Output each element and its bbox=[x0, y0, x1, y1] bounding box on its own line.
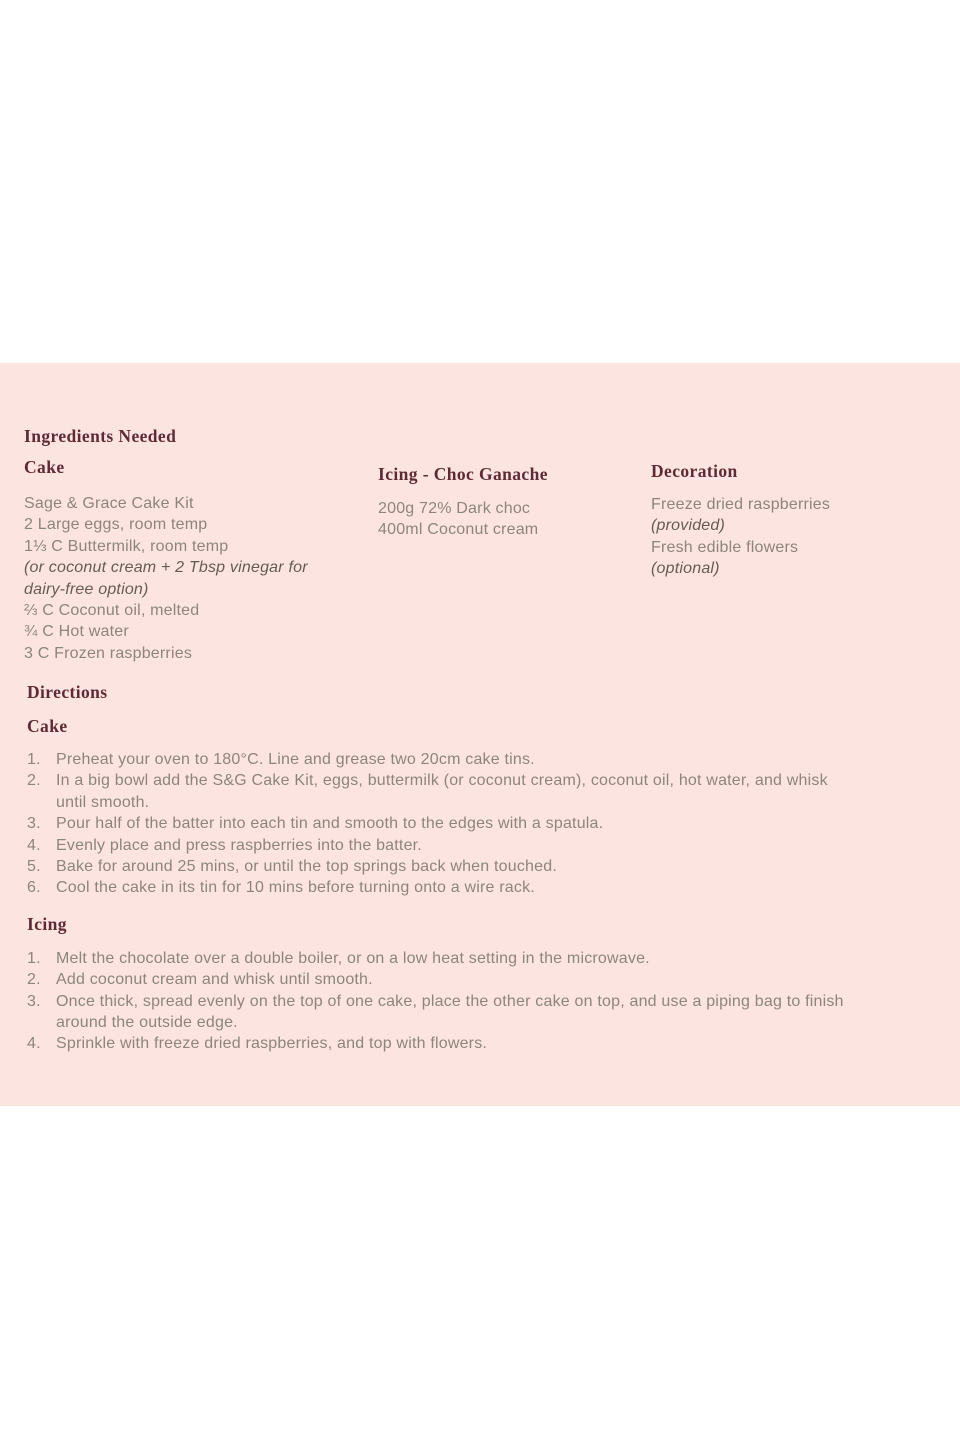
direction-step bbox=[27, 813, 939, 834]
step-number: 5. bbox=[27, 858, 41, 876]
step-number: 1. bbox=[27, 949, 41, 967]
directions-icing-steps bbox=[27, 948, 939, 1055]
ingredient-line: Fresh edible flowers bbox=[651, 538, 799, 556]
direction-step bbox=[27, 749, 939, 770]
ingredient-line: ¾ C Hot water bbox=[24, 623, 129, 641]
step-number: 2. bbox=[27, 971, 41, 989]
direction-step bbox=[27, 948, 939, 969]
step-text: Preheat your oven to 180°C. Line and grease two 20cm cake tins. bbox=[56, 751, 535, 768]
step-text: Sprinkle with freeze dried raspberries, and top with flowers. bbox=[56, 1035, 488, 1053]
step-text: Evenly place and press raspberries into the batter. bbox=[56, 836, 422, 854]
direction-step bbox=[27, 1033, 939, 1054]
ingredients-cake-heading: Cake bbox=[24, 457, 65, 477]
direction-step bbox=[27, 877, 939, 898]
step-text: Melt the chocolate over a double boiler, or on a low heat setting in the microwave. bbox=[56, 949, 650, 967]
direction-step bbox=[27, 969, 939, 990]
directions-section bbox=[27, 681, 939, 1055]
ingredients-icing-column bbox=[378, 463, 638, 541]
ingredient-line: 1⅓ C Buttermilk, room temp bbox=[24, 537, 229, 555]
step-text: Bake for around 25 mins, or until the top springs back when touched. bbox=[56, 858, 557, 876]
step-number: 4. bbox=[27, 1035, 41, 1053]
ingredients-title: Ingredients Needed bbox=[24, 426, 177, 446]
ingredient-line: 2 Large eggs, room temp bbox=[24, 516, 208, 534]
direction-step bbox=[27, 835, 939, 856]
direction-step bbox=[27, 770, 939, 813]
ingredient-line: 200g 72% Dark choc bbox=[378, 500, 531, 517]
directions-cake-heading: Cake bbox=[27, 716, 68, 736]
ingredients-cake-column bbox=[24, 456, 369, 664]
direction-step bbox=[27, 856, 939, 877]
step-number: 3. bbox=[27, 815, 41, 833]
ingredient-line-note: dairy-free option) bbox=[24, 580, 149, 598]
step-number: 1. bbox=[27, 751, 41, 768]
step-text: Add coconut cream and whisk until smooth. bbox=[56, 971, 373, 989]
ingredients-decoration-heading: Decoration bbox=[651, 461, 738, 481]
ingredient-line-note: (or coconut cream + 2 Tbsp vinegar for bbox=[24, 559, 308, 577]
step-number: 4. bbox=[27, 836, 41, 854]
direction-step bbox=[27, 991, 939, 1034]
ingredient-line: ⅔ C Coconut oil, melted bbox=[24, 602, 200, 620]
ingredient-line-note: (provided) bbox=[651, 517, 726, 535]
recipe-panel bbox=[0, 363, 960, 1106]
ingredient-line: Freeze dried raspberries bbox=[651, 496, 831, 513]
step-text: Pour half of the batter into each tin and smooth to the edges with a spatula. bbox=[56, 815, 604, 833]
ingredient-line: 3 C Frozen raspberries bbox=[24, 644, 193, 662]
step-number: 6. bbox=[27, 879, 41, 897]
directions-icing-heading: Icing bbox=[27, 913, 67, 934]
directions-cake-steps bbox=[27, 749, 939, 899]
step-text: around the outside edge. bbox=[56, 1014, 238, 1032]
step-text: Cool the cake in its tin for 10 mins before turning onto a wire rack. bbox=[56, 879, 535, 897]
ingredients-icing-heading: Icing - Choc Ganache bbox=[378, 464, 548, 484]
step-number: 3. bbox=[27, 992, 41, 1010]
ingredients-decoration-column bbox=[651, 460, 936, 580]
directions-title: Directions bbox=[27, 682, 108, 702]
step-text: In a big bowl add the S&G Cake Kit, eggs, buttermilk (or coconut cream), coconut oil, hot water, and whisk bbox=[56, 772, 828, 790]
ingredient-line: Sage & Grace Cake Kit bbox=[24, 495, 194, 512]
step-text: Once thick, spread evenly on the top of one cake, place the other cake on top, and use a piping bag to finish bbox=[56, 992, 844, 1010]
ingredient-line-note: (optional) bbox=[651, 560, 720, 578]
ingredient-line: 400ml Coconut cream bbox=[378, 521, 539, 539]
step-text: until smooth. bbox=[56, 793, 150, 811]
step-number: 2. bbox=[27, 772, 41, 790]
